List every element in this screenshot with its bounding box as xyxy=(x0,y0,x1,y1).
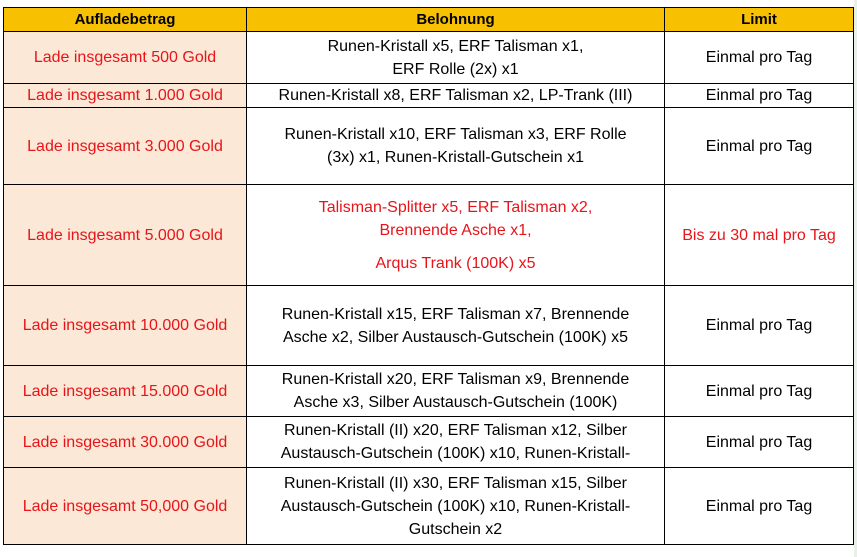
table-row xyxy=(4,417,854,468)
line-gap xyxy=(249,242,662,252)
table-row xyxy=(4,366,854,417)
amount-cell: Lade insgesamt 10.000 Gold xyxy=(4,286,247,366)
reward-cell xyxy=(247,185,665,286)
limit-cell: Bis zu 30 mal pro Tag xyxy=(665,185,854,286)
reward-line: Runen-Kristall x8, ERF Talisman x2, LP-Trank (III) xyxy=(278,87,633,104)
reward-line: Runen-Kristall (II) x30, ERF Talisman x15, Silber xyxy=(284,474,627,492)
reward-line: Runen-Kristall x20, ERF Talisman x9, Brennende xyxy=(281,371,630,388)
reward-line: Runen-Kristall x5, ERF Talisman x1, xyxy=(327,37,584,55)
reward-cell xyxy=(247,108,665,185)
reward-line: ERF Rolle (2x) x1 xyxy=(392,60,519,78)
reward-table xyxy=(3,7,854,545)
limit-cell: Einmal pro Tag xyxy=(665,32,854,84)
reward-cell xyxy=(247,366,665,417)
table-row xyxy=(4,185,854,286)
amount-cell: Lade insgesamt 30.000 Gold xyxy=(4,417,247,468)
amount-cell: Lade insgesamt 3.000 Gold xyxy=(4,108,247,185)
header-row xyxy=(4,8,854,32)
header-amount: Aufladebetrag xyxy=(4,8,247,32)
table-row xyxy=(4,84,854,108)
reward-line: Austausch-Gutschein (100K) x10, Runen-Kristall- xyxy=(280,445,631,462)
reward-line: Brennende Asche x1, xyxy=(379,221,532,239)
amount-cell: Lade insgesamt 50,000 Gold xyxy=(4,468,247,545)
reward-line: Gutschein x2 xyxy=(408,520,503,538)
reward-cell xyxy=(247,32,665,84)
header-limit: Limit xyxy=(665,8,854,32)
amount-cell: Lade insgesamt 15.000 Gold xyxy=(4,366,247,417)
reward-cell xyxy=(247,417,665,468)
reward-cell xyxy=(247,84,665,108)
limit-cell: Einmal pro Tag xyxy=(665,108,854,185)
reward-line: Arqus Trank (100K) x5 xyxy=(375,254,536,272)
amount-cell: Lade insgesamt 1.000 Gold xyxy=(4,84,247,108)
reward-line: Runen-Kristall x15, ERF Talisman x7, Brennende xyxy=(281,305,630,323)
limit-cell: Einmal pro Tag xyxy=(665,366,854,417)
amount-cell: Lade insgesamt 5.000 Gold xyxy=(4,185,247,286)
reward-line: Talisman-Splitter x5, ERF Talisman x2, xyxy=(318,198,593,216)
reward-cell xyxy=(247,468,665,545)
reward-line: Austausch-Gutschein (100K) x10, Runen-Kristall- xyxy=(280,497,631,515)
reward-line: Asche x3, Silber Austausch-Gutschein (100K) xyxy=(293,394,618,411)
table-row xyxy=(4,32,854,84)
limit-cell: Einmal pro Tag xyxy=(665,417,854,468)
reward-line: Runen-Kristall x10, ERF Talisman x3, ERF Rolle xyxy=(284,126,627,143)
amount-cell: Lade insgesamt 500 Gold xyxy=(4,32,247,84)
reward-cell xyxy=(247,286,665,366)
header-reward: Belohnung xyxy=(247,8,665,32)
table-row xyxy=(4,108,854,185)
reward-line: Asche x2, Silber Austausch-Gutschein (100K) x5 xyxy=(282,328,629,346)
reward-line: (3x) x1, Runen-Kristall-Gutschein x1 xyxy=(327,149,584,166)
limit-cell: Einmal pro Tag xyxy=(665,468,854,545)
table-row xyxy=(4,286,854,366)
table-row xyxy=(4,468,854,545)
reward-line: Runen-Kristall (II) x20, ERF Talisman x12, Silber xyxy=(284,422,627,439)
limit-cell: Einmal pro Tag xyxy=(665,84,854,108)
limit-cell: Einmal pro Tag xyxy=(665,286,854,366)
